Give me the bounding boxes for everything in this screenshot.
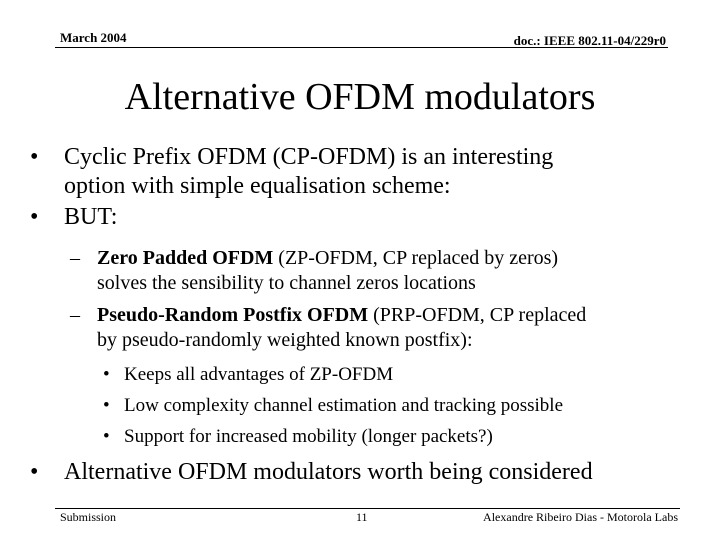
sub-sub-bullet-text: Keeps all advantages of ZP-OFDM [124,364,394,385]
footer-page-number: 11 [356,510,368,524]
sub-bullet-zp-ofdm-line2: solves the sensibility to channel zeros locations [97,272,476,294]
bullet-text-line1: Cyclic Prefix OFDM (CP-OFDM) is an interesting [64,144,554,170]
bullet-dot: • [30,204,39,230]
header-date: March 2004 [60,30,127,45]
sub-sub-bullet-text: Low complexity channel estimation and tracking possible [124,395,564,416]
sub-bullet-prp-ofdm [97,303,586,328]
footer-author: Alexandre Ribeiro Dias - Motorola Labs [483,510,678,524]
sub-bullet-bold-term: Zero Padded OFDM [97,247,274,269]
header-divider [55,47,668,48]
bullet-text: Alternative OFDM modulators worth being considered [64,459,593,485]
bullet-text: BUT: [64,204,118,230]
header-doc-id: doc.: IEEE 802.11-04/229r0 [513,33,666,48]
sub-bullet-dash: – [70,304,80,326]
sub-bullet-bold-term: Pseudo-Random Postfix OFDM [97,304,369,326]
sub-sub-bullet-dot: • [103,364,110,385]
sub-bullet-prp-ofdm-line2: by pseudo-randomly weighted known postfix): [97,329,473,351]
footer-submission: Submission [60,510,117,524]
sub-sub-bullet-text: Support for increased mobility (longer packets?) [124,426,493,447]
bullet-dot: • [30,459,39,485]
sub-sub-bullet-dot: • [103,395,110,416]
sub-bullet-zp-ofdm [97,246,558,271]
slide-title: Alternative OFDM modulators [124,76,596,118]
sub-bullet-rest: (PRP-OFDM, CP replaced [368,304,587,326]
footer-divider [55,508,680,509]
sub-sub-bullet-dot: • [103,426,110,447]
bullet-dot: • [30,144,39,170]
sub-bullet-rest: (ZP-OFDM, CP replaced by zeros) [273,247,559,269]
bullet-text-line2: option with simple equalisation scheme: [64,173,451,199]
sub-bullet-dash: – [70,247,80,269]
